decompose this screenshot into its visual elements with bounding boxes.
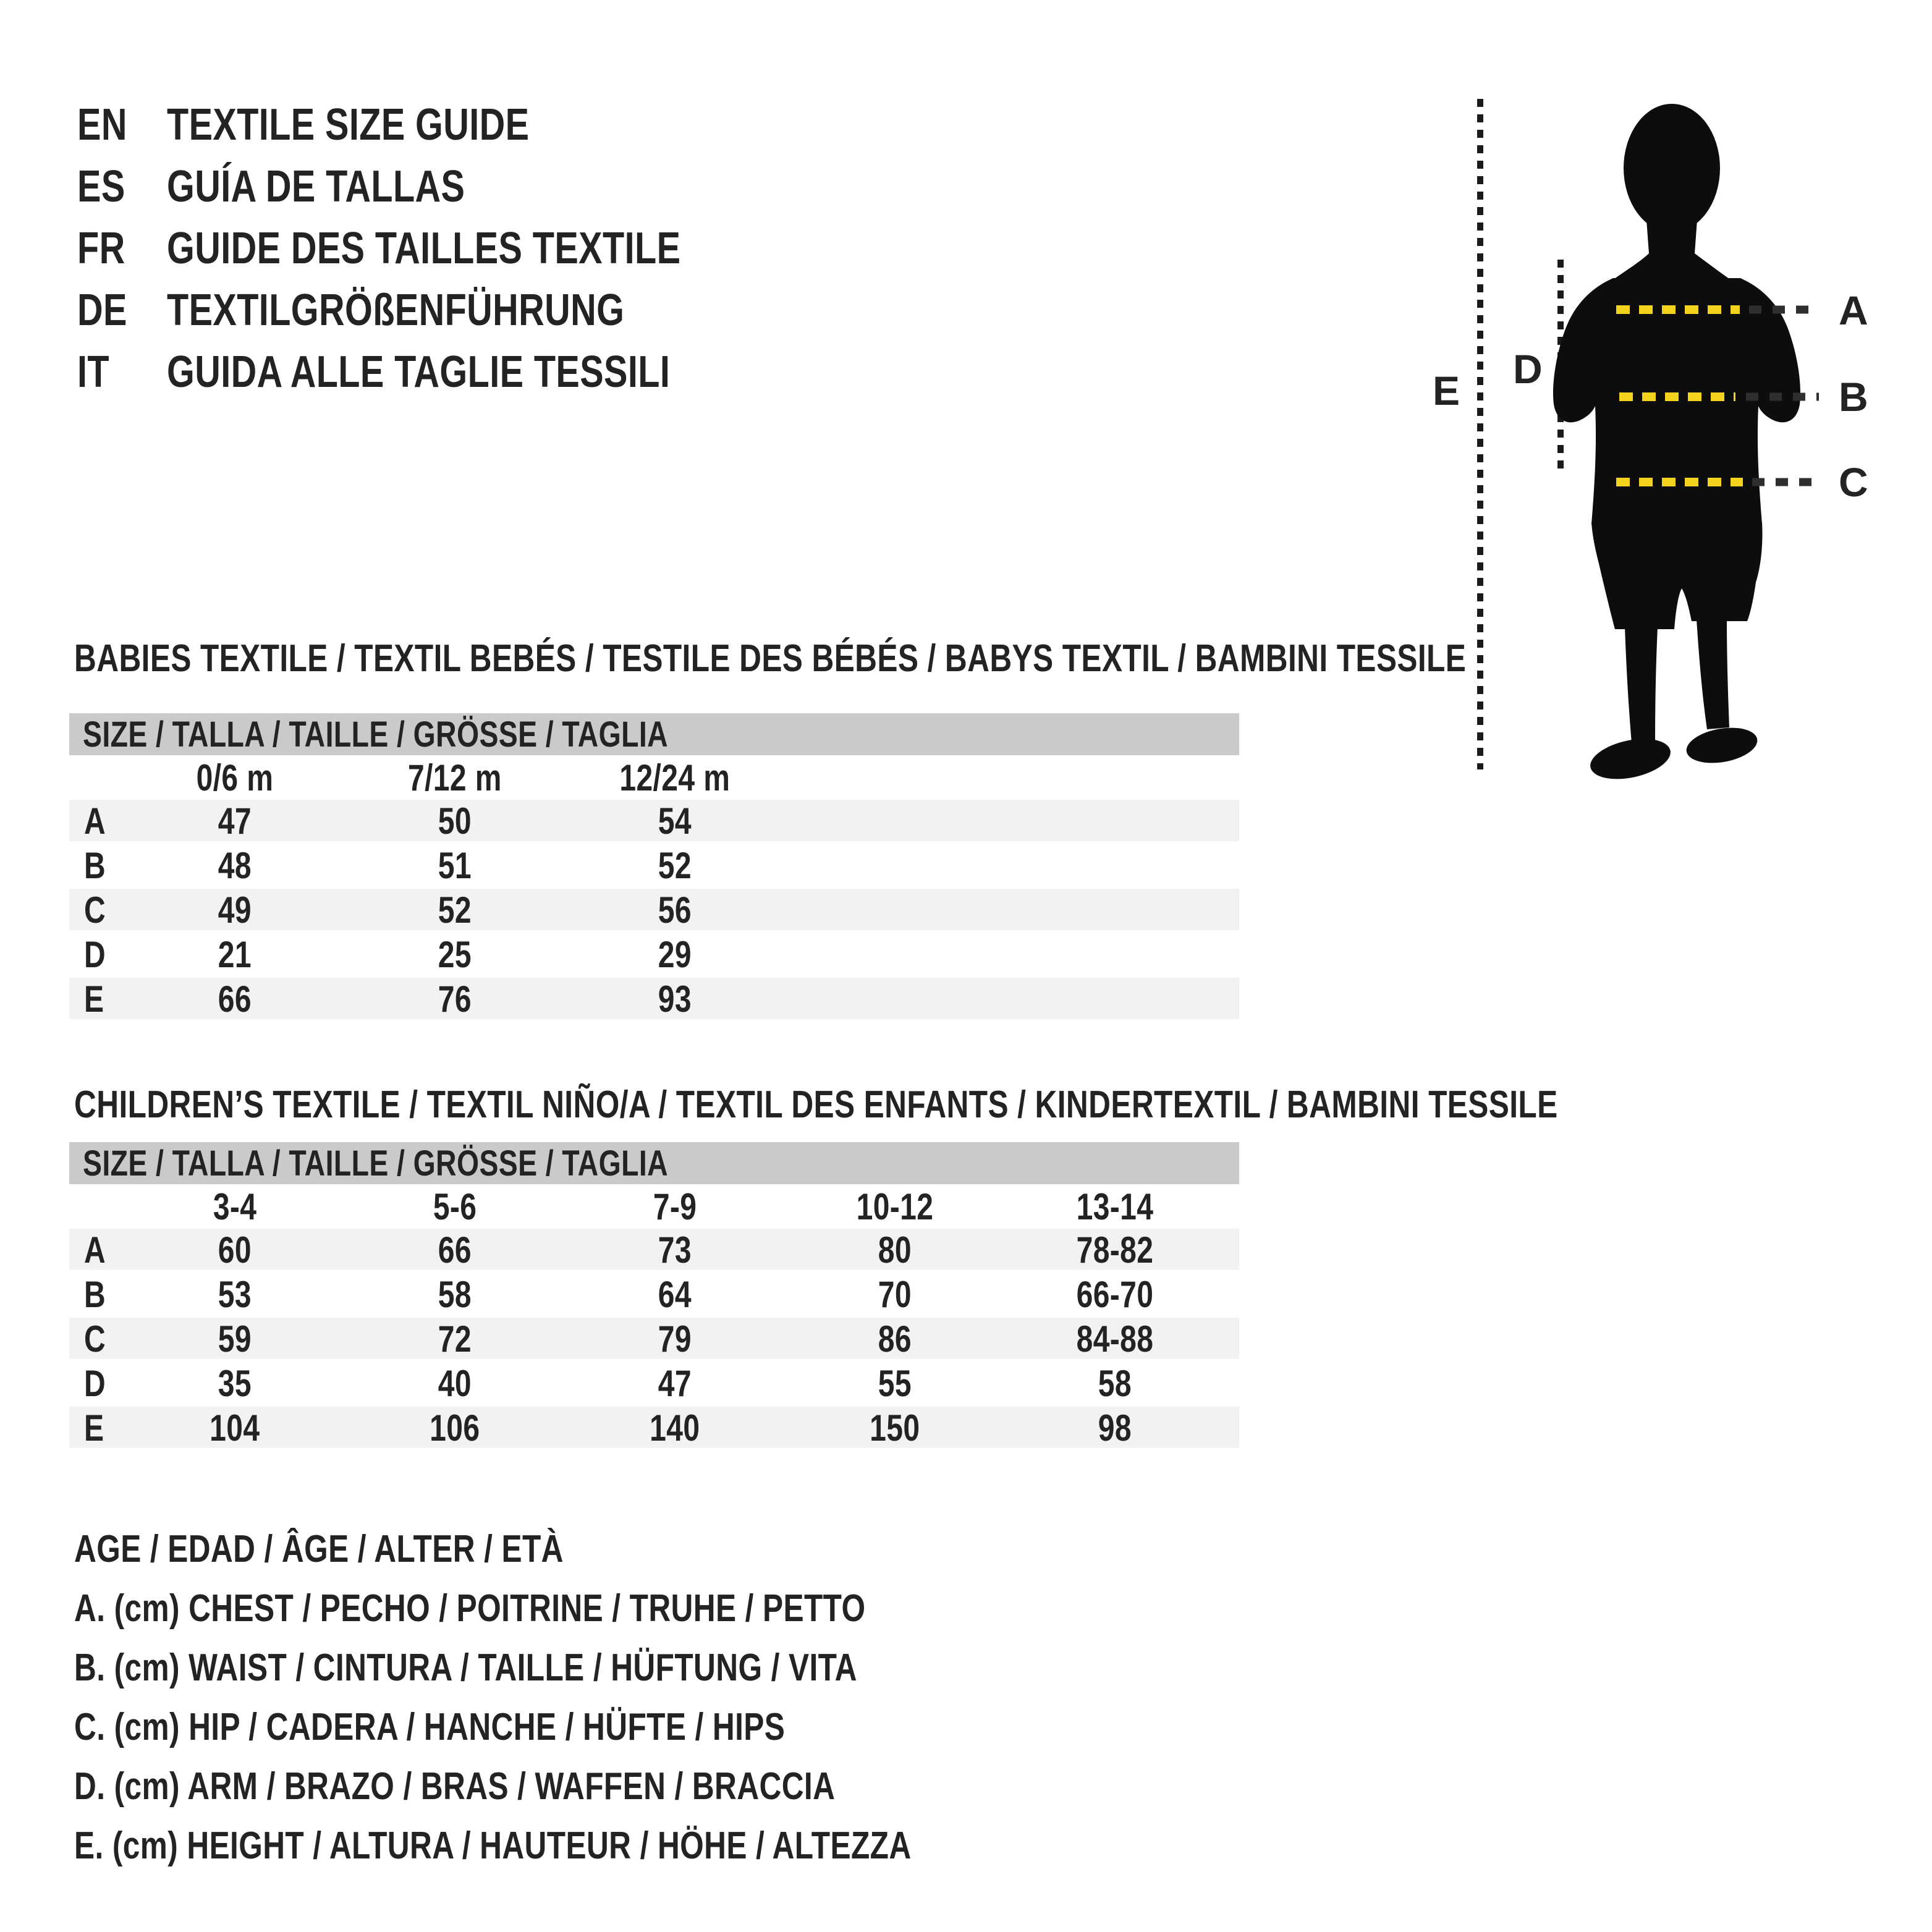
children-col-3: 10-12 bbox=[856, 1185, 934, 1227]
babies-section-title: BABIES TEXTILE / TEXTIL BEBÉS / TESTILE DES BÉBÉS / BABYS TEXTIL / BAMBINI TESSILE bbox=[74, 637, 1467, 680]
table-row: A 60 66 73 80 78-82 bbox=[69, 1229, 1239, 1273]
table-row: B 48 51 52 bbox=[69, 844, 1239, 889]
table-row: C 59 72 79 86 84-88 bbox=[69, 1318, 1239, 1362]
table-row: A 47 50 54 bbox=[69, 800, 1239, 844]
child-silhouette-diagram bbox=[1409, 49, 1904, 816]
table-row: D 21 25 29 bbox=[69, 933, 1239, 978]
silhouette-right-shoe bbox=[1684, 722, 1760, 768]
babies-columns-row bbox=[69, 755, 1239, 800]
lang-row-it bbox=[77, 341, 809, 403]
measurement-legend bbox=[74, 1519, 1121, 1875]
babies-col-2: 12/24 m bbox=[619, 756, 731, 799]
lang-title-es: GUÍA DE TALLAS bbox=[167, 162, 465, 211]
figure-label-height: E bbox=[1433, 368, 1460, 413]
children-size-header-bar: SIZE / TALLA / TAILLE / GRÖSSE / TAGLIA bbox=[69, 1142, 1239, 1184]
children-col-1: 5-6 bbox=[433, 1185, 477, 1227]
lang-code-fr: FR bbox=[77, 224, 125, 273]
legend-age: AGE / EDAD / ÂGE / ALTER / ETÀ bbox=[74, 1527, 564, 1570]
lang-row-es bbox=[77, 156, 809, 218]
babies-size-header-bar: SIZE / TALLA / TAILLE / GRÖSSE / TAGLIA bbox=[69, 713, 1239, 755]
figure-label-hip: C bbox=[1839, 459, 1868, 505]
table-row: E 104 106 140 150 98 bbox=[69, 1407, 1239, 1451]
child-silhouette bbox=[1553, 104, 1800, 786]
silhouette-shorts bbox=[1591, 522, 1763, 629]
lang-row-en bbox=[77, 94, 809, 156]
babies-size-table bbox=[69, 713, 1239, 1022]
children-col-2: 7-9 bbox=[653, 1185, 697, 1227]
lang-row-fr bbox=[77, 218, 809, 279]
legend-waist: B. (cm) WAIST / CINTURA / TAILLE / HÜFTUNG / VITA bbox=[74, 1646, 857, 1689]
table-row: D 35 40 47 55 58 bbox=[69, 1362, 1239, 1407]
lang-title-en: TEXTILE SIZE GUIDE bbox=[167, 100, 530, 150]
babies-col-1: 7/12 m bbox=[408, 756, 502, 799]
lang-title-de: TEXTILGRÖßENFÜHRUNG bbox=[167, 286, 625, 335]
lang-code-en: EN bbox=[77, 100, 127, 150]
babies-col-0: 0/6 m bbox=[196, 756, 274, 799]
figure-label-chest: A bbox=[1839, 287, 1868, 333]
lang-title-it: GUIDA ALLE TAGLIE TESSILI bbox=[167, 347, 671, 397]
table-row: C 49 52 56 bbox=[69, 889, 1239, 933]
children-section-title: CHILDREN’S TEXTILE / TEXTIL NIÑO/A / TEXTIL DES ENFANTS / KINDERTEXTIL / BAMBINI TESSILE bbox=[74, 1083, 1558, 1126]
silhouette-neck bbox=[1612, 211, 1732, 281]
legend-height: E. (cm) HEIGHT / ALTURA / HAUTEUR / HÖHE / ALTEZZA bbox=[74, 1824, 912, 1867]
legend-chest: A. (cm) CHEST / PECHO / POITRINE / TRUHE / PETTO bbox=[74, 1587, 866, 1630]
legend-hip: C. (cm) HIP / CADERA / HANCHE / HÜFTE / HIPS bbox=[74, 1705, 786, 1748]
legend-arm: D. (cm) ARM / BRAZO / BRAS / WAFFEN / BRACCIA bbox=[74, 1765, 836, 1808]
children-columns-row bbox=[69, 1184, 1239, 1229]
lang-row-de bbox=[77, 279, 809, 341]
table-row: B 53 58 64 70 66-70 bbox=[69, 1273, 1239, 1318]
children-size-table bbox=[69, 1142, 1239, 1451]
lang-code-it: IT bbox=[77, 347, 109, 397]
lang-code-de: DE bbox=[77, 286, 127, 335]
lang-title-fr: GUIDE DES TAILLES TEXTILE bbox=[167, 224, 681, 273]
language-header bbox=[77, 94, 809, 403]
lang-code-es: ES bbox=[77, 162, 125, 211]
children-col-0: 3-4 bbox=[213, 1185, 257, 1227]
figure-label-arm: D bbox=[1513, 346, 1543, 392]
children-col-4: 13-14 bbox=[1076, 1185, 1154, 1227]
measurement-figure bbox=[1409, 49, 1904, 816]
silhouette-left-shoe bbox=[1587, 732, 1674, 786]
figure-label-waist: B bbox=[1839, 374, 1868, 420]
table-row: E 66 76 93 bbox=[69, 978, 1239, 1022]
